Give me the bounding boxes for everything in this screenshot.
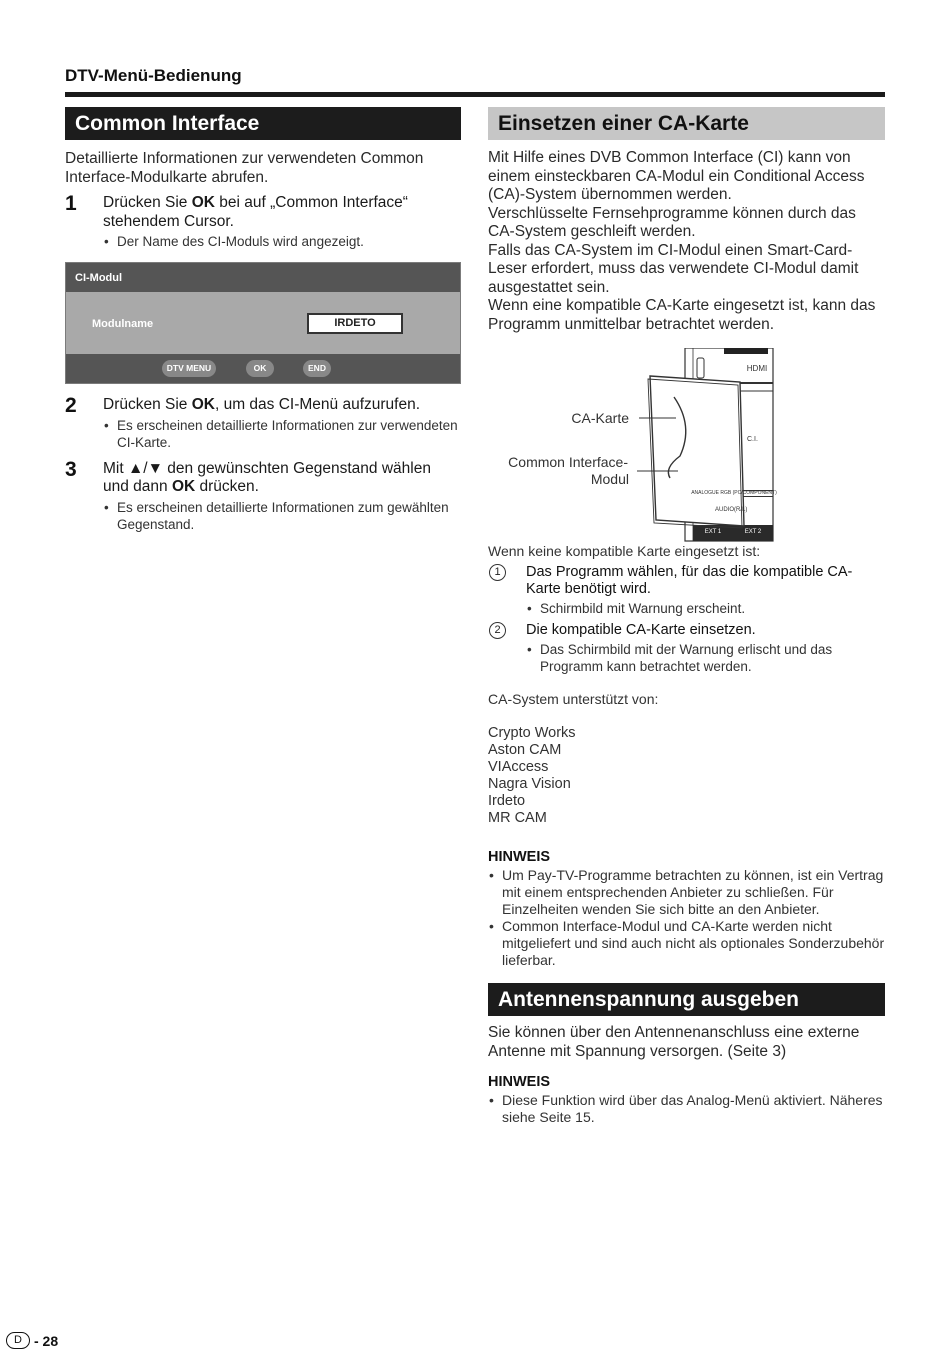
numbered-item-2 — [488, 622, 885, 675]
step-bullet: • Der Name des CI-Moduls wird angezeigt. — [103, 233, 461, 250]
running-header: DTV-Menü-Bedienung — [65, 66, 242, 85]
ca-intro-line: Mit Hilfe eines DVB Common Interface (CI) kann von einem einsteckbaren CA-Modul ein Conditional Access (CA)-System übernommen werden. — [488, 149, 865, 203]
ext2-label: EXT 2 — [744, 529, 762, 535]
osd-title: CI-Modul — [66, 263, 460, 292]
page-number — [6, 1332, 58, 1349]
ca-intro-line: Falls das CA-System im CI-Modul einen Smart-Card-Leser erfordert, muss das verwendete CI-Modul damit ausgestattet sein. — [488, 241, 859, 296]
ci-module-label-line1: Common Interface- — [508, 454, 628, 470]
ca-systems-list — [488, 725, 885, 827]
ca-intro — [488, 149, 885, 334]
hinweis-bullet: • Diese Funktion wird über das Analog-Menü aktiviert. Näheres siehe Seite 15. — [488, 1092, 885, 1126]
ci-slot-drawing — [488, 348, 885, 543]
step-2 — [65, 396, 461, 451]
ca-system-item: Irdeto — [488, 793, 526, 809]
ca-support-title: CA-System unterstützt von: — [488, 691, 659, 707]
hdmi-label: HDMI — [746, 364, 768, 373]
antenna-text: Sie können über den Antennenanschluss eine externe Antenne mit Spannung versorgen. (Seite 3) — [488, 1024, 860, 1060]
osd-footer — [66, 354, 460, 383]
step-text: Mit ▲/▼ den gewünschten Gegenstand wählen und dann OK drücken. — [103, 459, 431, 495]
dtv-menu-button[interactable]: DTV MENU — [162, 360, 216, 377]
audio-label: AUDIO(R/L) — [715, 507, 748, 513]
section-title-antenna: Antennenspannung ausgeben — [488, 983, 885, 1016]
hinweis-box-2 — [488, 1074, 885, 1126]
step-text: Drücken Sie OK, um das CI-Menü aufzurufen. — [103, 396, 421, 413]
step-number: 2 — [65, 394, 77, 417]
step-number: 1 — [65, 192, 77, 215]
numbered-text: Das Programm wählen, für das die kompatible CA-Karte benötigt wird. — [526, 564, 853, 597]
ok-button[interactable]: OK — [246, 360, 274, 377]
step-bullet: • Es erscheinen detaillierte Informationen zum gewählten Gegenstand. — [103, 499, 461, 533]
end-button[interactable]: END — [303, 360, 331, 377]
page-number-text: - 28 — [34, 1332, 59, 1349]
osd-field-label: Modulname — [92, 318, 154, 330]
ca-intro-line: Verschlüsselte Fernsehprogramme können durch das CA-System geschleift werden. — [488, 204, 856, 240]
section-title-common-interface: Common Interface — [65, 107, 461, 140]
ext1-label: EXT 1 — [704, 529, 722, 535]
ca-card-label: CA-Karte — [571, 410, 629, 426]
step-number: 3 — [65, 457, 77, 481]
osd-field-value: IRDETO — [307, 313, 403, 334]
ci-module-label-line2: Modul — [590, 471, 629, 487]
hinweis-bullet: • Um Pay-TV-Programme betrachten zu können, ist ein Vertrag mit einem entsprechenden Anbieter zu schließen. Für Einzelheiten wenden Sie sich bitte an den Anbieter. — [488, 867, 885, 918]
hinweis-box-1 — [488, 849, 885, 969]
right-column — [488, 107, 885, 1126]
circle-number-2: 2 — [489, 622, 506, 639]
circle-number-1: 1 — [489, 564, 506, 581]
intro-text: Detaillierte Informationen zur verwendeten Common Interface-Modulkarte abrufen. — [65, 150, 424, 186]
numbered-bullet: • Das Schirmbild mit der Warnung erlischt und das Programm kann betrachtet werden. — [526, 641, 885, 675]
hinweis-title: HINWEIS — [488, 1074, 551, 1090]
hinweis-title: HINWEIS — [488, 849, 551, 865]
ca-system-item: VIAccess — [488, 759, 549, 775]
analogue-rgb-label: ANALOGUE RGB (PC/COMPONENT) — [691, 490, 777, 496]
hinweis-bullet: • Common Interface-Modul und CA-Karte werden nicht mitgeliefert und sind auch nicht als optionales Sonderzubehör lieferbar. — [488, 918, 885, 969]
ca-system-item: MR CAM — [488, 810, 547, 826]
numbered-item-1 — [488, 564, 885, 617]
step-text: Drücken Sie OK bei auf „Common Interface“ stehendem Cursor. — [103, 194, 408, 230]
ca-system-item: Aston CAM — [488, 742, 562, 758]
no-card-intro: Wenn keine kompatible Karte eingesetzt ist: — [488, 543, 761, 559]
ci-slot-label: C.I. — [747, 436, 758, 443]
left-column — [65, 107, 461, 533]
ci-module-screen — [65, 262, 461, 384]
step-bullet: • Es erscheinen detaillierte Informationen zur verwendeten CI-Karte. — [103, 417, 461, 451]
numbered-bullet: • Schirmbild mit Warnung erscheint. — [526, 600, 885, 617]
step-1 — [65, 194, 461, 250]
header-rule — [65, 92, 885, 97]
ca-intro-line: Wenn eine kompatible CA-Karte eingesetzt ist, kann das Programm unmittelbar betrachtet werden. — [488, 297, 876, 333]
ca-card-illustration — [488, 348, 885, 543]
ca-system-item: Crypto Works — [488, 725, 576, 741]
step-3 — [65, 457, 461, 533]
language-badge: D — [6, 1332, 30, 1349]
numbered-text: Die kompatible CA-Karte einsetzen. — [526, 622, 756, 638]
ca-system-item: Nagra Vision — [488, 776, 571, 792]
section-title-ca-karte: Einsetzen einer CA-Karte — [488, 107, 885, 140]
